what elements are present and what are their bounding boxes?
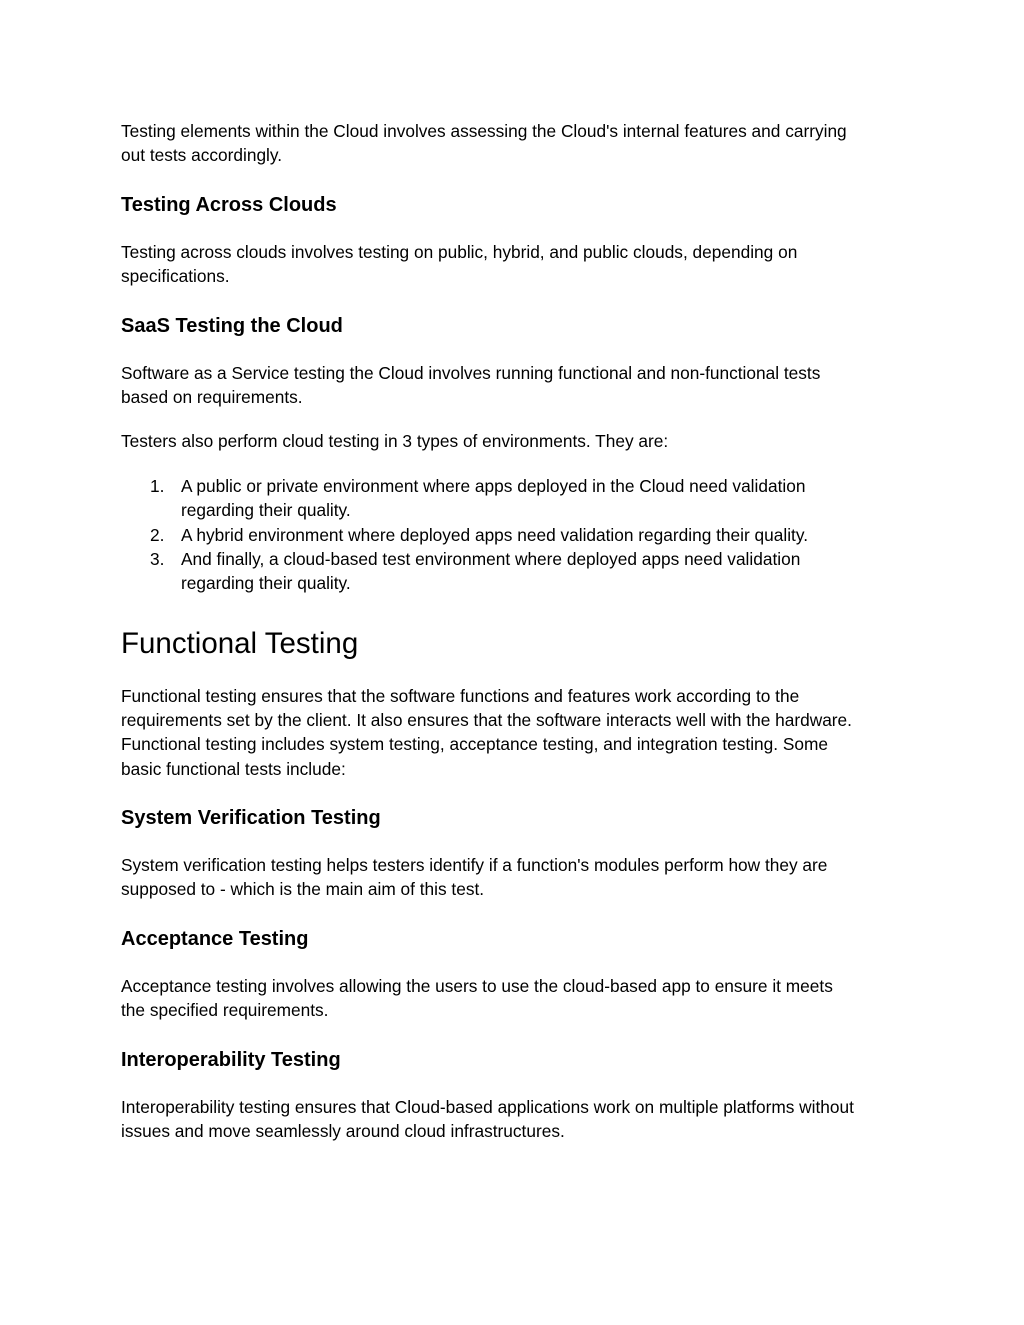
list-number: 3. (150, 549, 165, 569)
text-line: Software as a Service testing the Cloud involves running functional and non-functional tests (121, 363, 821, 383)
functional-paragraph (121, 684, 852, 781)
list-item: And finally, a cloud-based test environment where deployed apps need validation (181, 549, 801, 569)
text-line: Testing across clouds involves testing on public, hybrid, and public clouds, depending on (121, 242, 798, 262)
text-line: Interoperability testing ensures that Cloud-based applications work on multiple platforms without (121, 1097, 854, 1117)
heading-system-verification: System Verification Testing (121, 807, 381, 829)
intro-paragraph (121, 119, 847, 167)
list-item: A hybrid environment where deployed apps need validation regarding their quality. (181, 525, 809, 545)
environments-paragraph (121, 429, 668, 453)
interop-paragraph (121, 1095, 854, 1143)
text-line: specifications. (121, 266, 230, 287)
text-line: issues and move seamlessly around cloud infrastructures. (121, 1121, 565, 1142)
text-line: Testing elements within the Cloud involves assessing the Cloud's internal features and carrying (121, 121, 847, 141)
text-line: basic functional tests include: (121, 758, 346, 779)
heading-saas-testing: SaaS Testing the Cloud (121, 315, 343, 337)
text-line: Testers also perform cloud testing in 3 types of environments. They are: (121, 431, 669, 451)
list-item: A public or private environment where apps deployed in the Cloud need validation (181, 476, 806, 496)
heading-functional-testing: Functional Testing (121, 627, 359, 660)
text-line: the specified requirements. (121, 1000, 329, 1021)
text-line: based on requirements. (121, 387, 303, 408)
heading-acceptance-testing: Acceptance Testing (121, 928, 309, 950)
text-line: System verification testing helps testers identify if a function's modules perform how they are (121, 855, 828, 875)
list-number: 2. (150, 525, 165, 545)
text-line: supposed to - which is the main aim of this test. (121, 879, 485, 900)
acceptance-paragraph (121, 974, 833, 1022)
heading-interoperability-testing: Interoperability Testing (121, 1049, 341, 1071)
list-item: regarding their quality. (181, 573, 351, 593)
across-paragraph (121, 240, 797, 288)
list-item: regarding their quality. (181, 500, 351, 520)
system-paragraph (121, 853, 827, 901)
list-number: 1. (150, 476, 165, 496)
text-line: Acceptance testing involves allowing the users to use the cloud-based app to ensure it meets (121, 976, 833, 996)
text-line: requirements set by the client. It also ensures that the software interacts well with the hardware. (121, 710, 852, 731)
text-line: Functional testing ensures that the software functions and features work according to the (121, 686, 800, 706)
text-line: out tests accordingly. (121, 145, 283, 166)
saas-paragraph (121, 361, 820, 409)
text-line: Functional testing includes system testing, acceptance testing, and integration testing. Some (121, 734, 829, 755)
heading-testing-across-clouds: Testing Across Clouds (121, 194, 337, 216)
